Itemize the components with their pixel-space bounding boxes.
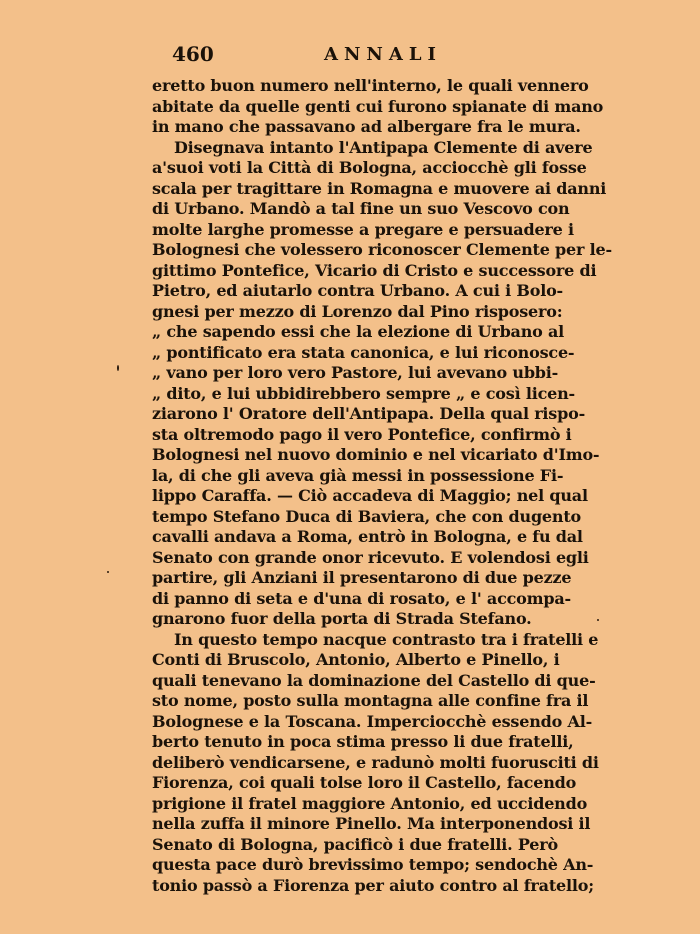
text-line: Bolognesi che volessero riconoscer Clemente per le-: [152, 240, 612, 259]
text-line: abitate da quelle genti cui furono spianate di mano: [152, 96, 604, 116]
quoted-line: „ pontificato era stata canonica, e lui riconosce-: [152, 342, 575, 362]
text-line: Fiorenza, coi quali tolse loro il Castello, facendo: [152, 773, 577, 792]
text-line: gnesi per mezzo di Lorenzo dal Pino risposero:: [152, 301, 563, 321]
text-line: eretto buon numero nell'interno, le quali vennero: [152, 76, 589, 95]
text-line: lippo Caraffa. — Ciò accadeva di Maggio; nel qual: [152, 486, 588, 505]
text-line: la, di che gli aveva già messi in possessione Fi-: [152, 465, 564, 485]
text-line: sta oltremodo pago il vero Pontefice, confirmò i: [152, 424, 572, 444]
text-line: cavalli andava a Roma, entrò in Bologna, e fu dal: [152, 527, 583, 546]
text-line: prigione il fratel maggiore Antonio, ed uccidendo: [152, 793, 588, 813]
text-line: partire, gli Anziani il presentarono di due pezze: [152, 568, 572, 587]
text-line: a'suoi voti la Città di Bologna, acciocchè gli fosse: [152, 158, 587, 177]
text-line: di Urbano. Mandò a tal fine un suo Vescovo con: [152, 199, 570, 218]
quoted-line: „ che sapendo essi che la elezione di Urbano al: [152, 322, 565, 341]
text-line: Senato di Bologna, pacificò i due fratelli. Però: [152, 834, 558, 854]
text-line: sto nome, posto sulla montagna alle confine fra il: [152, 691, 589, 710]
text-line: Pietro, ed aiutarlo contra Urbano. A cui i Bolo-: [152, 281, 563, 300]
paragraph-first-line: In questo tempo nacque contrasto tra i fratelli e: [174, 629, 599, 649]
paragraph-first-line: Disegnava intanto l'Antipapa Clemente di avere: [174, 137, 593, 157]
page-header: [172, 42, 632, 66]
ink-speck: [597, 619, 599, 621]
text-line: Bolognesi nel nuovo dominio e nel vicariato d'Imo-: [152, 445, 600, 464]
running-head: ANNALI: [324, 44, 442, 65]
ink-speck: [117, 365, 119, 371]
text-line: Conti di Bruscolo, Antonio, Alberto e Pinello, i: [152, 650, 560, 669]
text-line: scala per tragittare in Romagna e muovere ai danni: [152, 178, 607, 198]
text-line: molte larghe promesse a pregare e persuadere i: [152, 219, 574, 239]
quoted-line: „ vano per loro vero Pastore, lui avevano ubbi-: [152, 363, 559, 382]
text-line: di panno di seta e d'una di rosato, e l' accompa-: [152, 588, 571, 608]
body-text: [152, 76, 622, 896]
text-line: Bolognese e la Toscana. Imperciocchè essendo Al-: [152, 711, 593, 731]
text-line: gittimo Pontefice, Vicario di Cristo e successore di: [152, 260, 597, 280]
text-line: nella zuffa il minore Pinello. Ma interponendosi il: [152, 814, 591, 833]
quoted-line: „ dito, e lui ubbidirebbero sempre „ e così licen-: [152, 383, 575, 403]
text-line: in mano che passavano ad albergare fra le mura.: [152, 117, 581, 136]
ink-speck: [107, 571, 109, 573]
text-line: gnarono fuor della porta di Strada Stefano.: [152, 609, 532, 628]
text-line: tempo Stefano Duca di Baviera, che con dugento: [152, 506, 582, 526]
text-line: quali tenevano la dominazione del Castello di que-: [152, 670, 596, 690]
page-number: 460: [172, 42, 214, 66]
text-line: ziarono l' Oratore dell'Antipapa. Della qual rispo-: [152, 404, 586, 423]
text-line: tonio passò a Fiorenza per aiuto contro al fratello;: [152, 875, 594, 895]
text-line: berto tenuto in poca stima presso li due fratelli,: [152, 732, 574, 751]
text-line: Senato con grande onor ricevuto. E volendosi egli: [152, 547, 589, 567]
text-line: deliberò vendicarsene, e radunò molti fuorusciti di: [152, 752, 599, 772]
text-line: questa pace durò brevissimo tempo; sendochè An-: [152, 855, 594, 874]
